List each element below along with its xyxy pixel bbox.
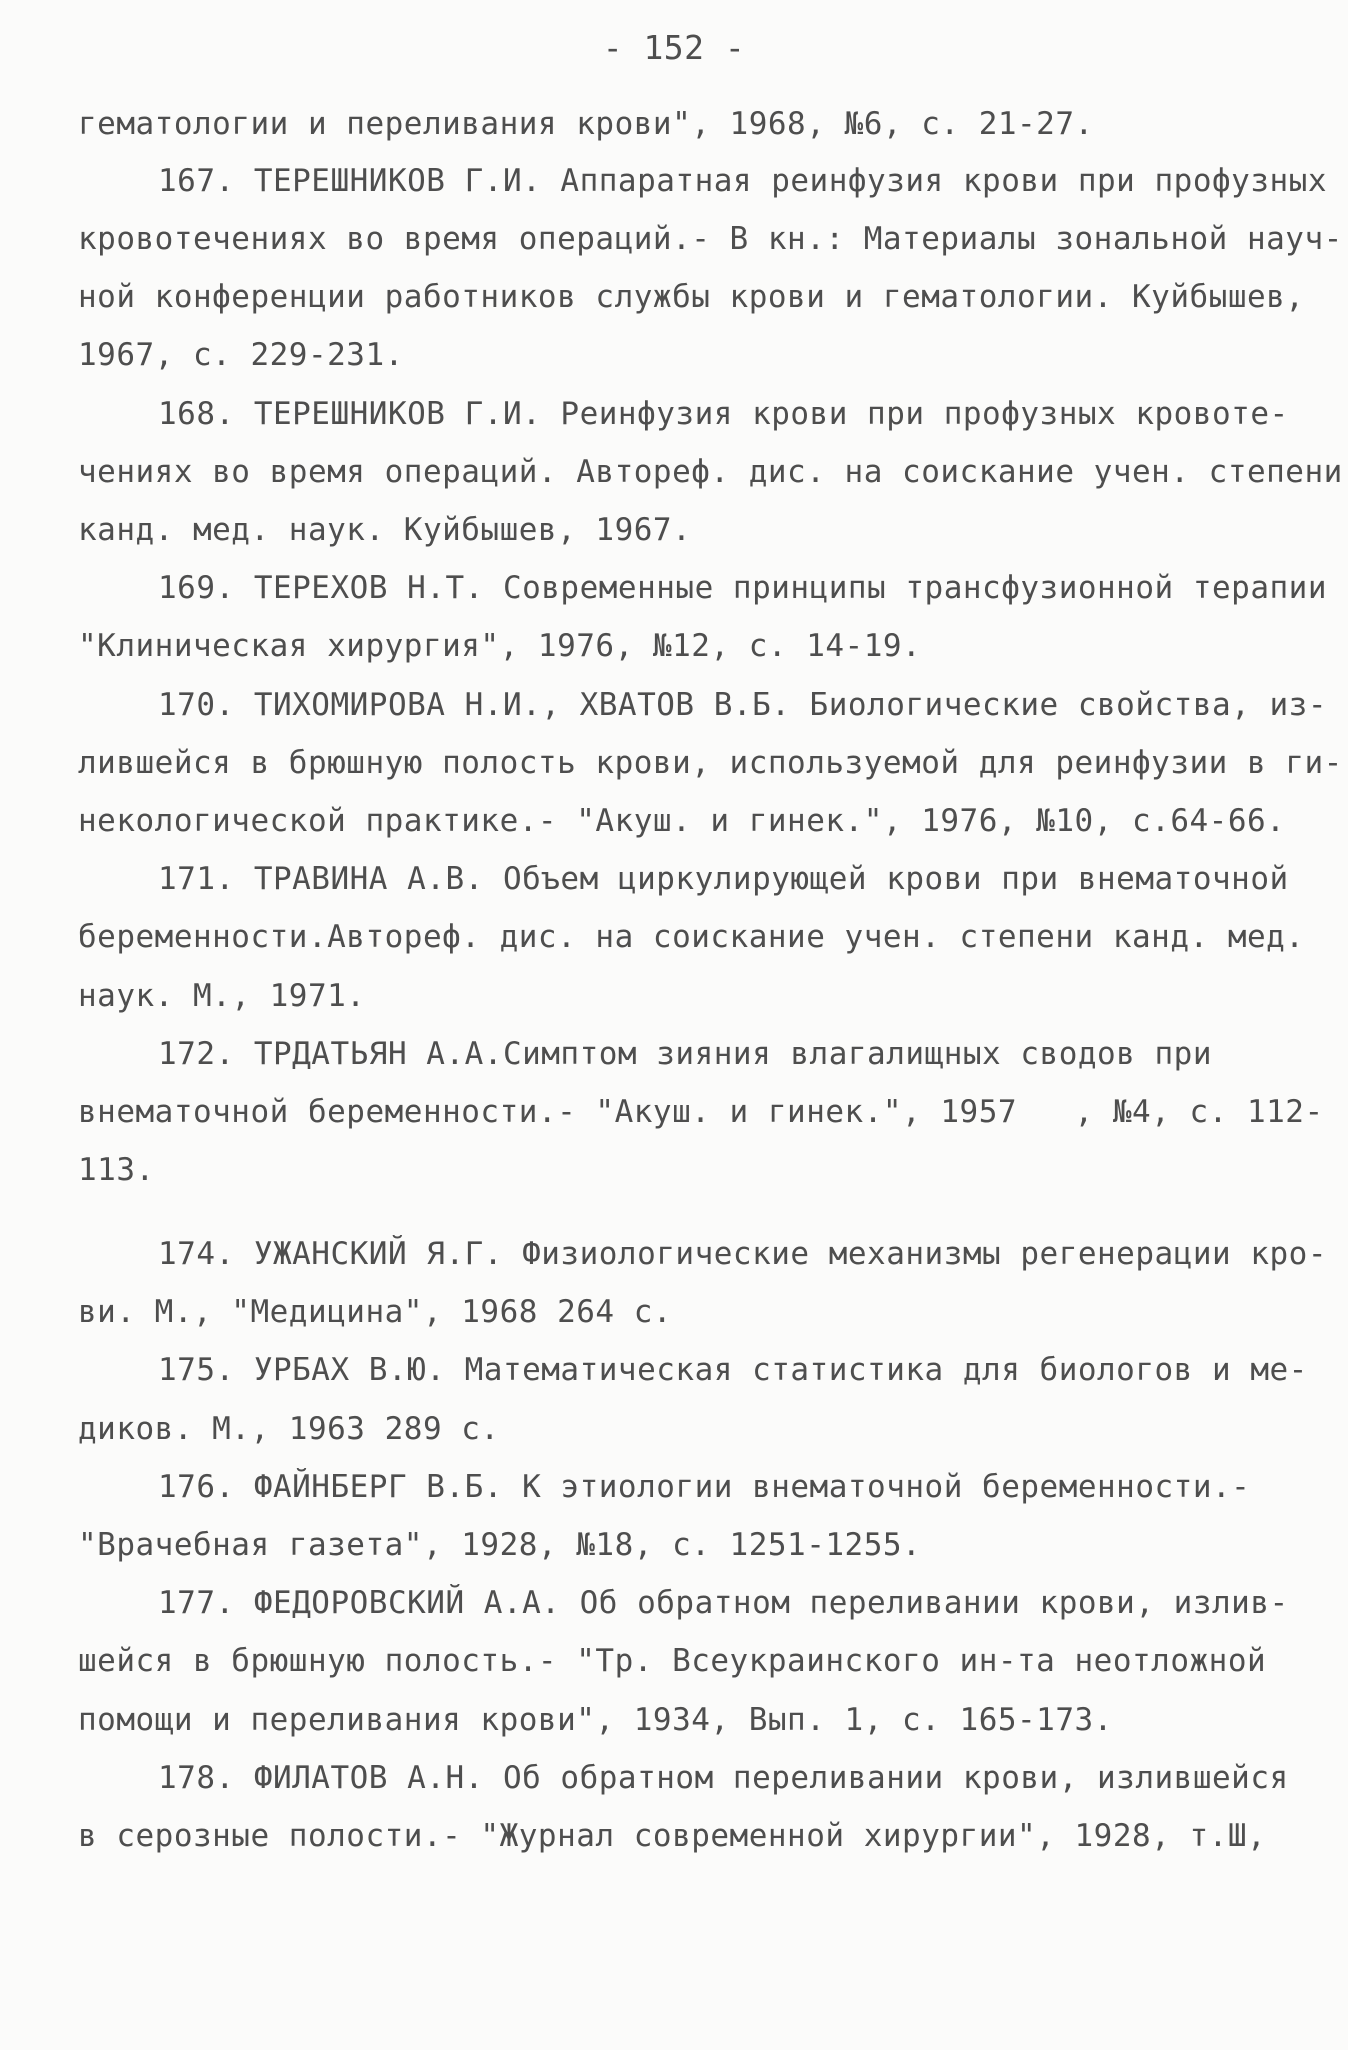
- text-line: 113.: [78, 1152, 155, 1188]
- text-line: 177. ФЕДОРОВСКИЙ А.А. Об обратном переливании крови, излив-: [158, 1585, 1289, 1621]
- text-line: 175. УРБАХ В.Ю. Математическая статистика для биологов и ме-: [158, 1352, 1308, 1388]
- text-line: 172. ТРДАТЬЯН А.А.Симптом зияния влагалищных сводов при: [158, 1036, 1212, 1072]
- text-line: диков. М., 1963 289 с.: [78, 1411, 500, 1447]
- text-line: лившейся в брюшную полость крови, используемой для реинфузии в ги-: [78, 745, 1343, 781]
- text-line: "Клиническая хирургия", 1976, №12, с. 14-19.: [78, 628, 922, 664]
- text-line: кровотечениях во время операций.- В кн.: Материалы зональной науч-: [78, 221, 1343, 257]
- text-line: канд. мед. наук. Куйбышев, 1967.: [78, 512, 692, 548]
- text-line: ви. М., "Медицина", 1968 264 с.: [78, 1294, 673, 1330]
- text-line: беременности.Автореф. дис. на соискание учен. степени канд. мед.: [78, 919, 1305, 955]
- page-number: - 152 -: [602, 28, 746, 67]
- text-line: внематочной беременности.- "Акуш. и гинек.", 1957 , №4, с. 112-: [78, 1094, 1324, 1130]
- text-line: 167. ТЕРЕШНИКОВ Г.И. Аппаратная реинфузия крови при профузных: [158, 163, 1327, 199]
- text-line: 1967, с. 229-231.: [78, 337, 404, 373]
- text-line: гематологии и переливания крови", 1968, №6, с. 21-27.: [78, 106, 1094, 142]
- text-line: наук. М., 1971.: [78, 978, 366, 1014]
- text-line: ной конференции работников службы крови и гематологии. Куйбышев,: [78, 279, 1305, 315]
- text-line: в серозные полости.- "Журнал современной хирургии", 1928, т.Ш,: [78, 1818, 1267, 1854]
- text-line: 176. ФАЙНБЕРГ В.Б. К этиологии внематочной беременности.-: [158, 1469, 1251, 1505]
- text-line: помощи и переливания крови", 1934, Вып. 1, с. 165-173.: [78, 1702, 1113, 1738]
- text-line: 174. УЖАНСКИЙ Я.Г. Физиологические механизмы регенерации кро-: [158, 1236, 1327, 1272]
- text-line: 171. ТРАВИНА А.В. Объем циркулирующей крови при внематочной: [158, 861, 1289, 897]
- text-line: 170. ТИХОМИРОВА Н.И., ХВАТОВ В.Б. Биологические свойства, из-: [158, 687, 1327, 723]
- text-line: 168. ТЕРЕШНИКОВ Г.И. Реинфузия крови при профузных кровоте-: [158, 396, 1289, 432]
- text-line: "Врачебная газета", 1928, №18, с. 1251-1255.: [78, 1527, 922, 1563]
- text-line: шейся в брюшную полость.- "Тр. Всеукраинского ин-та неотложной: [78, 1643, 1267, 1679]
- text-line: чениях во время операций. Автореф. дис. на соискание учен. степени: [78, 454, 1343, 490]
- text-line: некологической практике.- "Акуш. и гинек.", 1976, №10, с.64-66.: [78, 803, 1286, 839]
- text-line: 178. ФИЛАТОВ А.Н. Об обратном переливании крови, излившейся: [158, 1760, 1289, 1796]
- text-line: 169. ТЕРЕХОВ Н.Т. Современные принципы трансфузионной терапии: [158, 570, 1327, 606]
